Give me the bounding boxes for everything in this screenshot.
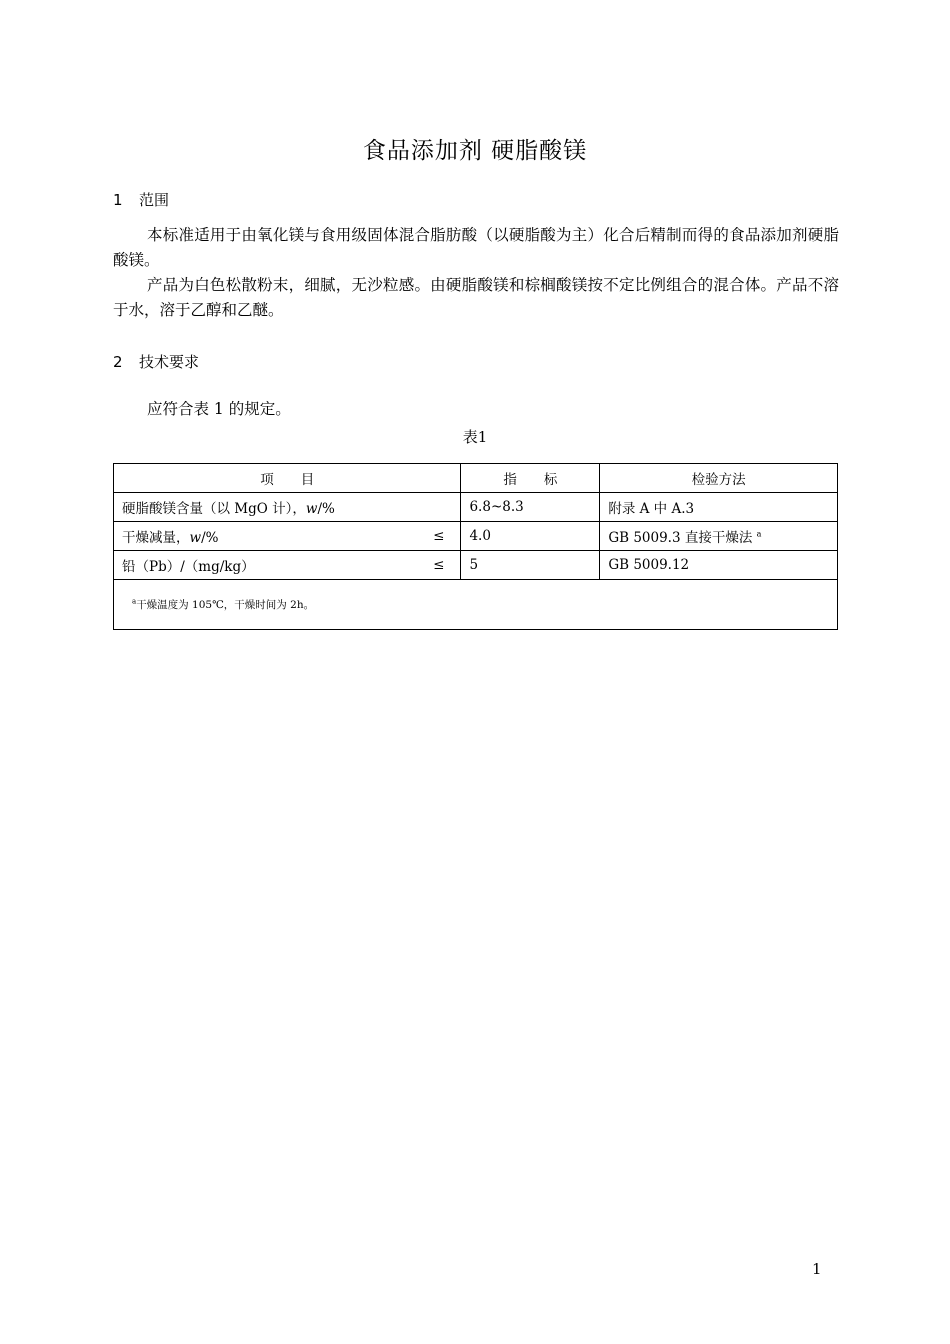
header-method: 检验方法 — [600, 464, 838, 493]
section-heading-requirements — [113, 351, 199, 372]
table-row — [114, 551, 838, 580]
header-item: 项 目 — [114, 464, 461, 493]
section-number: 1 — [113, 191, 123, 209]
row-item: 铅（Pb）/（mg/kg） ≤ — [114, 551, 461, 580]
table-footnote: $^a$干燥温度为 105℃，干燥时间为 2h。 — [114, 580, 838, 630]
table-header-row — [114, 464, 838, 493]
section-title: 范围 — [139, 191, 170, 209]
le-symbol: ≤ — [433, 557, 445, 573]
table-row — [114, 493, 838, 522]
requirements-paragraph: 应符合表 1 的规定。 — [147, 400, 291, 418]
table-row — [114, 522, 838, 551]
row-item: 干燥减量，w/% ≤ — [114, 522, 461, 551]
section-number: 2 — [113, 353, 123, 371]
footnote-ref: a — [756, 529, 762, 539]
requirements-table — [113, 463, 838, 630]
section-heading-scope — [113, 189, 169, 210]
row-value: 5 — [461, 551, 600, 580]
scope-paragraph-2: 产品为白色松散粉末，细腻，无沙粒感。由硬脂酸镁和棕榈酸镁按不定比例组合的混合体。产品不溶于水，溶于乙醇和乙醚。 — [113, 276, 839, 319]
document-title: 食品添加剂 硬脂酸镁 — [362, 138, 588, 164]
row-method: GB 5009.12 — [600, 551, 838, 580]
row-method: 附录 A 中 A.3 — [600, 493, 838, 522]
row-item: 硬脂酸镁含量（以 MgO 计），w/% — [114, 493, 461, 522]
scope-paragraph-1: 本标准适用于由氧化镁与食用级固体混合脂肪酸（以硬脂酸为主）化合后精制而得的食品添加剂硬脂酸镁。 — [113, 226, 839, 269]
row-method: GB 5009.3 直接干燥法 $^a$ — [600, 522, 838, 551]
header-value: 指 标 — [461, 464, 600, 493]
table-caption: 表1 — [462, 428, 488, 446]
row-value: 6.8~8.3 — [461, 493, 600, 522]
table-footnote-row — [114, 580, 838, 630]
le-symbol: ≤ — [433, 528, 445, 544]
row-value: 4.0 — [461, 522, 600, 551]
section-title: 技术要求 — [139, 353, 200, 371]
page-number: 1 — [812, 1260, 822, 1278]
